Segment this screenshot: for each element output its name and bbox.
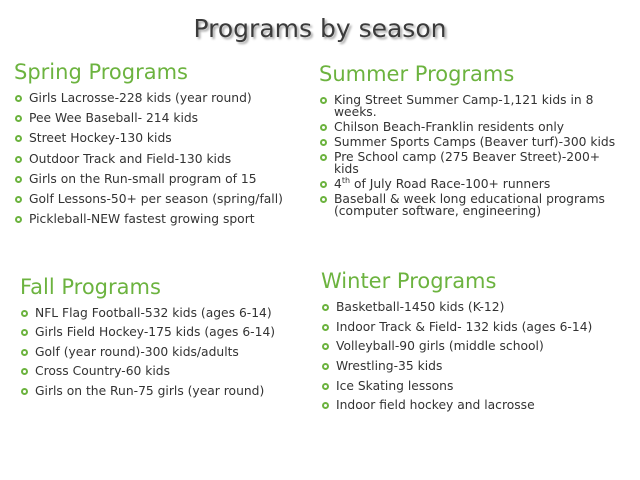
fall-programs-section	[20, 275, 310, 404]
summer-programs-heading: Summer Programs	[319, 62, 515, 86]
list-item	[319, 193, 619, 217]
list-item-text: Wrestling-35 kids	[336, 359, 443, 374]
winter-programs-section	[321, 269, 621, 419]
spring-programs-list	[14, 92, 304, 226]
list-item-text: Pre School camp (275 Beaver Street)-200+ kids	[334, 150, 601, 176]
bullet-icon	[15, 176, 22, 183]
list-item	[14, 193, 304, 206]
list-item	[14, 153, 304, 166]
list-item	[14, 112, 304, 125]
summer-programs-section	[319, 62, 619, 220]
bullet-icon	[322, 304, 329, 311]
fall-programs-heading: Fall Programs	[20, 275, 161, 299]
list-item	[319, 94, 619, 118]
bullet-icon	[15, 196, 22, 203]
list-item-text: Ice Skating lessons	[336, 378, 454, 393]
bullet-icon	[322, 324, 329, 331]
bullet-icon	[15, 156, 22, 163]
bullet-icon	[320, 97, 327, 104]
list-item-text: Girls Lacrosse-228 kids (year round)	[29, 91, 252, 105]
list-item	[20, 307, 310, 320]
list-item-text: Chilson Beach-Franklin residents only	[334, 120, 565, 134]
list-item-text: Basketball-1450 kids (K-12)	[336, 300, 505, 314]
list-item-text: Girls on the Run-75 girls (year round)	[35, 383, 265, 398]
bullet-icon	[21, 388, 28, 395]
race-text: of July Road Race-100+ runners	[350, 177, 551, 191]
list-item-text: NFL Flag Football-532 kids (ages 6-14)	[35, 306, 272, 320]
bullet-icon	[21, 368, 28, 375]
spring-programs-section	[14, 60, 304, 233]
list-item	[321, 301, 621, 314]
list-item-text: Indoor Track & Field- 132 kids (ages 6-14)	[336, 319, 593, 334]
list-item	[20, 385, 310, 398]
list-item	[321, 340, 621, 353]
bullet-icon	[320, 124, 327, 131]
list-item-text: Indoor field hockey and lacrosse	[336, 398, 535, 413]
list-item-text: Pickleball-NEW fastest growing sport	[29, 212, 255, 227]
bullet-icon	[320, 154, 327, 161]
list-item	[319, 175, 619, 191]
list-item-text: King Street Summer Camp-1,121 kids in 8 weeks.	[334, 93, 594, 119]
list-item	[20, 326, 310, 339]
list-item	[321, 380, 621, 393]
bullet-icon	[21, 310, 28, 317]
list-item-text: Baseball & week long educational programs (computer software, engineering)	[334, 192, 605, 218]
list-item	[319, 136, 619, 148]
list-item-text: Street Hockey-130 kids	[29, 131, 172, 146]
winter-programs-list	[321, 301, 621, 412]
list-item-text: Golf Lessons-50+ per season (spring/fall)	[29, 191, 283, 206]
list-item	[321, 399, 621, 412]
race-ordinal-suffix: th	[341, 175, 351, 185]
list-item	[14, 213, 304, 226]
bullet-icon	[322, 402, 329, 409]
list-item-text: Pee Wee Baseball- 214 kids	[29, 111, 199, 126]
list-item	[20, 365, 310, 378]
list-item-text: Girls Field Hockey-175 kids (ages 6-14)	[35, 325, 276, 340]
bullet-icon	[15, 135, 22, 142]
list-item	[14, 173, 304, 186]
page-title: Programs by season	[193, 14, 447, 43]
bullet-icon	[320, 196, 327, 203]
list-item	[321, 321, 621, 334]
fall-programs-list	[20, 307, 310, 398]
list-item	[14, 132, 304, 145]
bullet-icon	[322, 343, 329, 350]
bullet-icon	[15, 216, 22, 223]
list-item-text: Cross Country-60 kids	[35, 364, 170, 379]
list-item	[321, 360, 621, 373]
bullet-icon	[21, 329, 28, 336]
bullet-icon	[320, 139, 327, 146]
list-item	[319, 121, 619, 133]
summer-programs-list	[319, 94, 619, 217]
list-item	[20, 346, 310, 359]
bullet-icon	[15, 95, 22, 102]
bullet-icon	[15, 115, 22, 122]
bullet-icon	[320, 181, 327, 188]
list-item-text: Golf (year round)-300 kids/adults	[35, 344, 239, 359]
winter-programs-heading: Winter Programs	[321, 269, 497, 293]
spring-programs-heading: Spring Programs	[14, 60, 188, 84]
list-item	[14, 92, 304, 105]
bullet-icon	[322, 363, 329, 370]
list-item-text: Outdoor Track and Field-130 kids	[29, 151, 232, 166]
bullet-icon	[322, 383, 329, 390]
list-item-text: Girls on the Run-small program of 15	[29, 171, 257, 186]
list-item-text: Volleyball-90 girls (middle school)	[336, 339, 544, 354]
bullet-icon	[21, 349, 28, 356]
list-item-text: Summer Sports Camps (Beaver turf)-300 kids	[334, 135, 616, 149]
list-item	[319, 151, 619, 175]
race-number: 4	[334, 177, 342, 191]
